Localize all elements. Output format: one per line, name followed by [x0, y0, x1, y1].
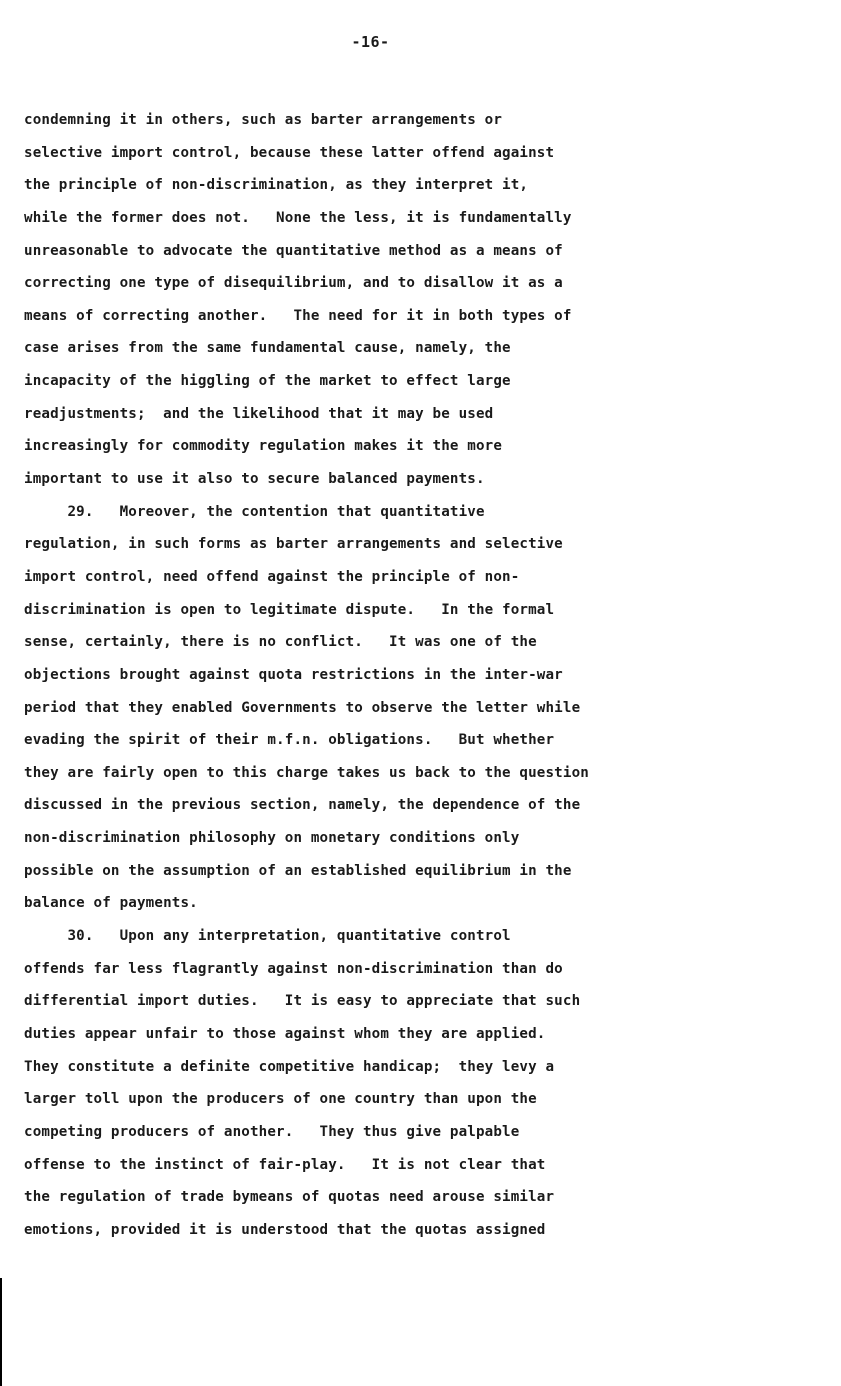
text-line: emotions, provided it is understood that the quotas assigned: [24, 1221, 546, 1238]
text-line: case arises from the same fundamental cause, namely, the: [24, 340, 511, 357]
paragraph-30-start: 30. Upon any interpretation, quantitative control: [24, 928, 511, 945]
text-line: period that they enabled Governments to observe the letter while: [24, 699, 581, 716]
text-line: regulation, in such forms as barter arrangements and selective: [24, 536, 563, 553]
text-line: unreasonable to advocate the quantitative method as a means of: [24, 242, 563, 259]
text-line: selective import control, because these latter offend against: [24, 144, 555, 161]
text-line: important to use it also to secure balanced payments.: [24, 471, 485, 488]
text-line: objections brought against quota restrictions in the inter-war: [24, 666, 563, 683]
text-line: condemning it in others, such as barter arrangements or: [24, 112, 503, 128]
text-line: the principle of non-discrimination, as they interpret it,: [24, 177, 529, 194]
text-line: larger toll upon the producers of one country than upon the: [24, 1091, 537, 1108]
text-line: import control, need offend against the principle of non-: [24, 568, 520, 585]
text-line: non-discrimination philosophy on monetary conditions only: [24, 830, 520, 847]
text-line: discrimination is open to legitimate dispute. In the formal: [24, 601, 555, 618]
text-line: evading the spirit of their m.f.n. obligations. But whether: [24, 732, 555, 749]
binding-edge-mark: [0, 1278, 2, 1386]
text-line: sense, certainly, there is no conflict. It was one of the: [24, 634, 537, 651]
text-line: offense to the instinct of fair-play. It is not clear that: [24, 1156, 546, 1173]
text-line: possible on the assumption of an established equilibrium in the: [24, 862, 572, 879]
text-line: differential import duties. It is easy to appreciate that such: [24, 993, 581, 1010]
text-line: competing producers of another. They thus give palpable: [24, 1123, 520, 1140]
text-line: while the former does not. None the less, it is fundamentally: [24, 209, 572, 226]
text-line: discussed in the previous section, namely, the dependence of the: [24, 797, 581, 814]
text-line: offends far less flagrantly against non-discrimination than do: [24, 960, 563, 977]
text-line: they are fairly open to this charge takes us back to the question: [24, 764, 589, 781]
text-line: incapacity of the higgling of the market to effect large: [24, 373, 511, 390]
text-line: the regulation of trade bymeans of quotas need arouse similar: [24, 1189, 555, 1206]
paragraph-29-start: 29. Moreover, the contention that quantitative: [24, 503, 485, 520]
text-line: They constitute a definite competitive handicap; they levy a: [24, 1058, 555, 1075]
document-body: [24, 104, 704, 1246]
text-line: readjustments; and the likelihood that it may be used: [24, 405, 494, 422]
page-number: -16-: [351, 33, 390, 51]
text-line: increasingly for commodity regulation makes it the more: [24, 438, 503, 455]
text-line: correcting one type of disequilibrium, and to disallow it as a: [24, 275, 563, 292]
text-line: means of correcting another. The need for it in both types of: [24, 307, 572, 324]
text-line: balance of payments.: [24, 895, 198, 912]
text-line: duties appear unfair to those against whom they are applied.: [24, 1025, 546, 1042]
